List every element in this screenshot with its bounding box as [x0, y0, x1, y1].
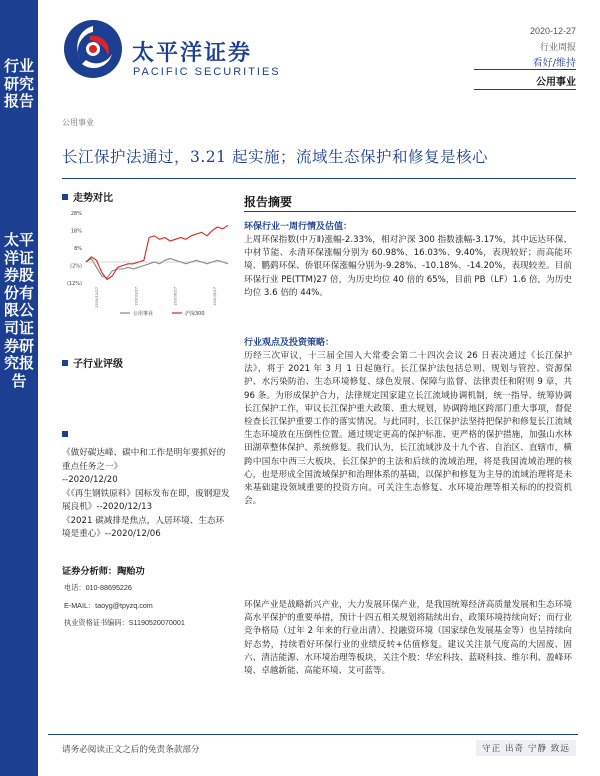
chart-legend: [120, 310, 205, 317]
industry-rating: 看好/维持: [532, 58, 576, 69]
analyst-license: 执业资格证书编码：S1190520070001: [64, 618, 185, 627]
pacific-securities-logo: [62, 18, 124, 80]
header-rule: [474, 69, 576, 70]
section-bullet-icon: [62, 360, 68, 366]
market-subheading: 环保行业一周行情及估值：: [244, 222, 353, 232]
strategy-paragraph-2: 环保产业是战略新兴产业，大力发展环保产业，是我国统筹经济高质量发展和生态环境高水平保护的重要举措，预计十四五相关规划将陆续出台，政策环境持续向好；而行业竞争格局（过年 2 年来的行业出清）、投融资环境（国家绿色发展基金等）也呈持续向好态势，持续看好环保行业的业绩反转+估值修复。建议关注景气度高的大固废、固六、清洁能源、水环境治理等板块，关注个股：华宏科技、蓝晓科技、维尔利、盈峰环境、卓越新能、高能环境、艾可蓝等。: [244, 600, 572, 677]
chart-axes: [67, 211, 228, 308]
related-report-item[interactable]: 《《再生钢铁原料》国标发布在即，废钢迎发展良机》--2020/12/13: [62, 488, 230, 512]
industry-label: 公用事业: [62, 118, 94, 127]
company-motto: 守正 出奇 宁静 致远: [476, 740, 576, 756]
series-line: [86, 259, 228, 278]
footer-rule: [48, 734, 578, 735]
y-tick-label: 8%: [74, 246, 82, 252]
strategy-subheading: 行业观点及投资策略：: [244, 338, 335, 348]
sub-rating-heading: [62, 355, 123, 370]
trend-heading-text: 走势对比: [73, 193, 113, 204]
brand-name-cn: 太平洋证券: [132, 41, 253, 66]
disclaimer-note: 请务必阅读正文之后的免责条款部分: [62, 745, 200, 755]
y-tick-label: 18%: [70, 228, 82, 235]
sidebar-bottom-text: 太平洋证券股份有限公司证券研究报告: [3, 231, 34, 390]
sidebar: [0, 0, 38, 776]
trend-chart: [62, 207, 232, 327]
chart-lines: [86, 225, 228, 279]
header-rule-bottom: [474, 89, 576, 90]
x-tick-label: 2019/12/27: [95, 287, 99, 308]
trend-heading: [62, 189, 113, 204]
y-tick-label: (12%): [66, 281, 82, 287]
title-rule: [62, 178, 576, 179]
legend-label: 公用事业: [133, 311, 154, 317]
section-bullet-icon: [62, 431, 68, 437]
y-tick-label: (2%): [70, 263, 82, 270]
industry-name: 公用事业: [536, 77, 576, 88]
x-tick-label: 2020/6/27: [173, 287, 178, 306]
related-report-item[interactable]: 《2021 碳减排是焦点，人居环境、生态环境是重心》--2020/12/06: [62, 515, 225, 539]
analyst-email[interactable]: E-MAIL：taoyg@tpyzq.com: [64, 601, 153, 610]
strategy-paragraph: 历经三次审议，十三届全国人大常委会第二十四次会议 26 日表决通过《长江保护法》，将于 2021 年 3 月 1 日起施行。长江保护法包括总则、规划与管控、资源保护、水污染防治、生态环境修复、绿色发展、保障与监督、法律责任和附则 9 章，共 96 条。为形成保护合力，法律规定国家建立长江流域协调机制，统一指导、统筹协调长江保护工作，审议长江保护重大政策、重大规划，协调跨地区跨部门重大事项，督促检查长江保护重要工作的落实情况。与此同时，长江保护法坚持把保护和修复长江流域生态环境放在压倒性位置。通过规定更高的保护标准、更严格的保护措施，加强山水林田湖草整体保护、系统修复。我们认为，长江流域涉及十九个省、自治区、直辖市，横跨中国东中西三大板块，长江保护的主法和后续的流域治理，将是我国流域治理的核心，也是形成全国流域保护和治理体系的基础，以保护和修复为主导的流域治理将是未来基础建设领域重要的投资方向。可关注生态修复、水环境治理等相关标的的投资机会。: [244, 351, 572, 507]
analyst-phone: 电话：010-88695226: [64, 583, 132, 592]
related-report-date: --2020/12/20: [62, 475, 118, 485]
report-title: 长江保护法通过，3.21 起实施；流域生态保护和修复是核心: [62, 148, 488, 166]
related-reports-heading: [62, 430, 73, 441]
report-date: 2020-12-27: [529, 26, 576, 36]
related-reports: [62, 447, 232, 542]
brand-name-en: PACIFIC SECURITIES: [133, 66, 281, 78]
y-tick-label: 28%: [70, 211, 82, 217]
section-bullet-icon: [62, 194, 68, 200]
analyst-name: 证券分析师：陶贻功: [62, 566, 145, 577]
summary-rule: [244, 211, 576, 212]
x-tick-label: 2020/9/27: [213, 287, 217, 306]
report-type: 行业周报: [539, 43, 576, 53]
related-report-item[interactable]: 《做好碳达峰、碳中和工作是明年要抓好的重点任务之一》: [62, 448, 226, 472]
sidebar-top-text: 行业研究报告: [3, 57, 34, 111]
legend-label: 沪深300: [185, 311, 205, 317]
market-paragraph: 上周环保指数(中万Ⅱ)涨幅-2.33%，相对沪深 300 指数涨幅-3.17%，其中远达环保、中材节能、永清环保涨幅分别为 60.98%、16.03%、9.40%，表现较好；而高能环境、鹏鹞环保、侨银环保涨幅分别为-9.28%、-10.18%、-14.20%，表现较差。目前环保行业 PE(TTM)27 倍，为历史均位 40 倍的 65%，目前 PB（LF）1.6 倍，为历史均位 3.6 倍的 44%。: [244, 235, 572, 298]
summary-heading: 报告摘要: [244, 195, 293, 209]
x-tick-label: 2020/3/27: [134, 287, 139, 306]
series-line: [86, 225, 228, 279]
sub-rating-heading-text: 子行业评级: [73, 359, 123, 370]
